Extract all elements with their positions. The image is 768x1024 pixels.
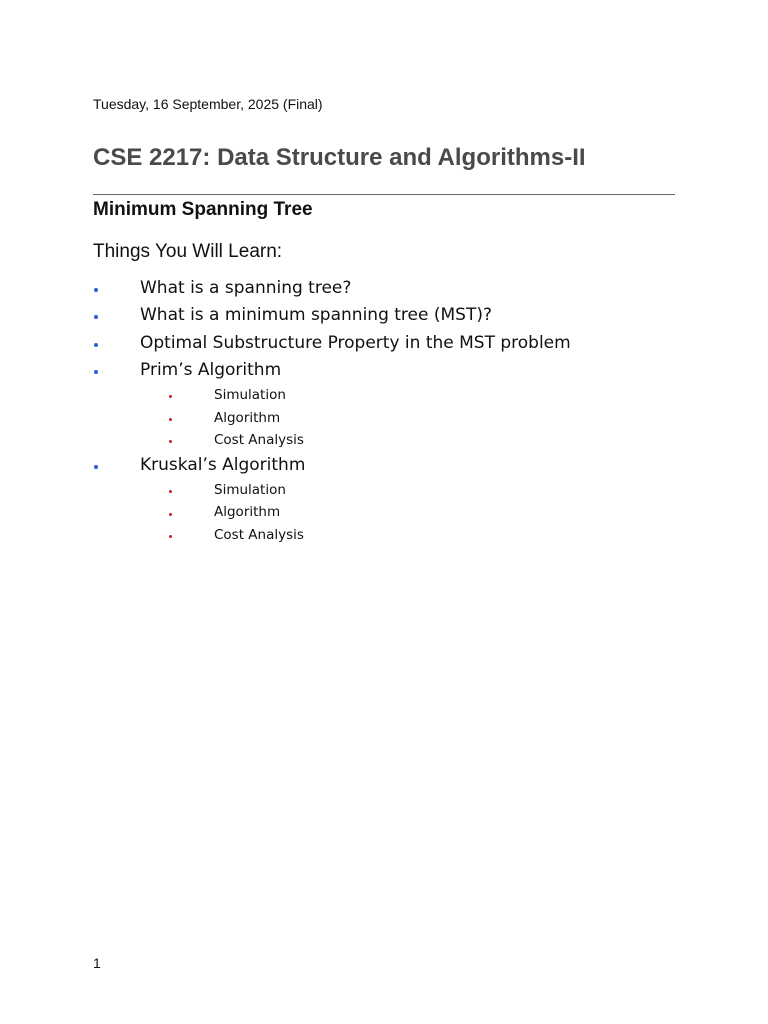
outline-subitem-label: Cost Analysis	[214, 527, 304, 543]
outline-subitem-label: Cost Analysis	[214, 432, 304, 448]
outline-subitem-label: Algorithm	[214, 504, 281, 520]
sub-bullet-icon	[169, 513, 172, 516]
course-title: CSE 2217: Data Structure and Algorithms-II	[93, 144, 586, 171]
sub-bullet-icon	[169, 395, 172, 398]
outline-subitem-label: Simulation	[214, 482, 286, 498]
bullet-icon	[94, 315, 98, 319]
outline-item-label: Optimal Substructure Property in the MST problem	[140, 333, 571, 353]
intro-text: Things You Will Learn:	[93, 241, 283, 262]
outline-subitem-label: Simulation	[214, 387, 286, 403]
bullet-icon	[94, 288, 98, 292]
sub-bullet-icon	[169, 535, 172, 538]
bullet-icon	[94, 343, 98, 347]
outline-subitem-label: Algorithm	[214, 410, 281, 426]
outline-item-label: What is a minimum spanning tree (MST)?	[140, 305, 492, 325]
bullet-icon	[94, 370, 98, 374]
page-number: 1	[93, 955, 101, 971]
bullet-icon	[94, 465, 98, 469]
document-date: Tuesday, 16 September, 2025 (Final)	[93, 96, 323, 112]
section-heading: Minimum Spanning Tree	[93, 199, 313, 220]
sub-bullet-icon	[169, 418, 172, 421]
outline-item-label: Kruskal’s Algorithm	[140, 455, 306, 475]
sub-bullet-icon	[169, 490, 172, 493]
outline-item-label: Prim’s Algorithm	[140, 360, 282, 380]
outline-item-label: What is a spanning tree?	[140, 278, 352, 298]
sub-bullet-icon	[169, 440, 172, 443]
